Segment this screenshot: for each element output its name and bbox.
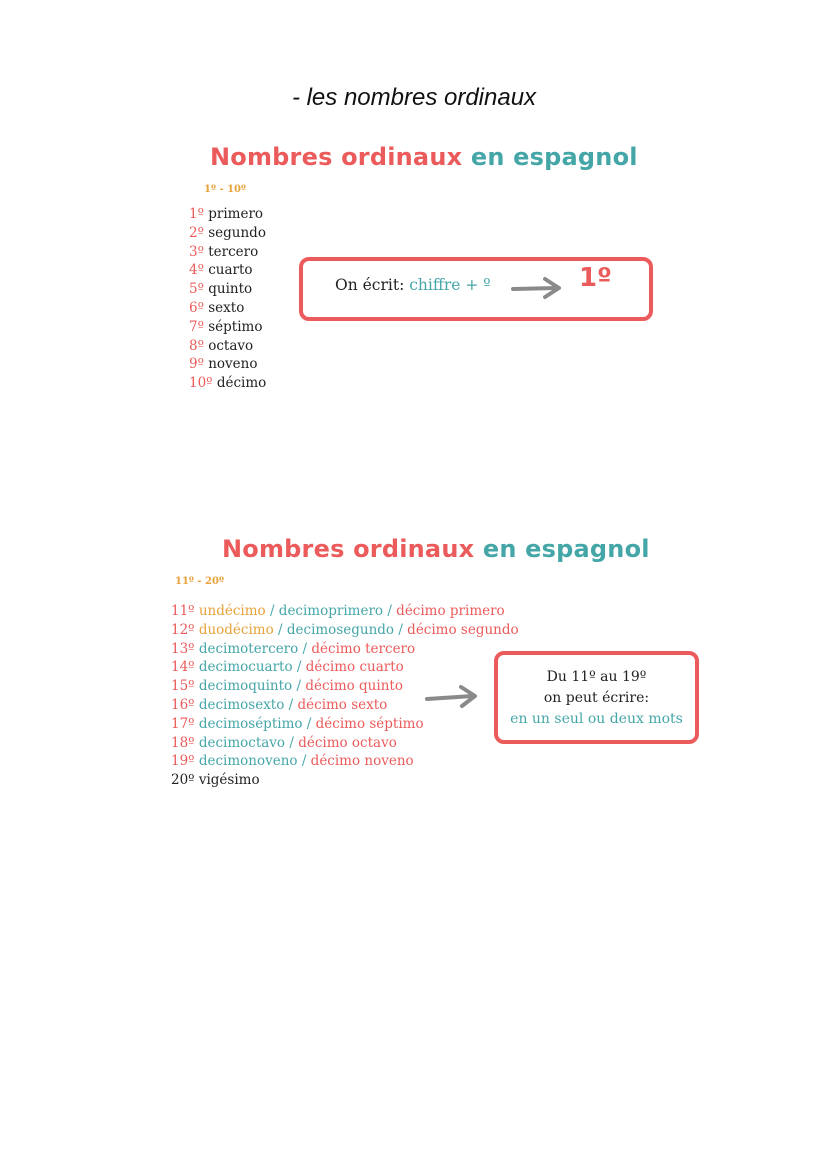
- ordinal-form-one-word: decimosegundo: [286, 621, 395, 638]
- section1-list: [189, 205, 266, 393]
- ordinal-form-one-word: decimocuarto: [198, 659, 293, 676]
- ordinal-form-one-word: decimosexto: [198, 696, 285, 713]
- ordinal-number: 3º: [189, 243, 204, 260]
- list-item: [189, 374, 266, 393]
- ordinal-word: cuarto: [208, 262, 253, 279]
- list-item: [171, 621, 519, 640]
- list-item: [171, 734, 519, 753]
- list-item: [171, 752, 519, 771]
- ordinal-form-two-words: décimo octavo: [298, 734, 397, 751]
- ordinal-form-one-word: decimoctavo: [198, 734, 286, 751]
- ordinal-number: 14º: [171, 659, 195, 676]
- ordinal-form-two-words: décimo sexto: [297, 696, 388, 713]
- separator: /: [273, 621, 287, 638]
- ordinal-form-two-words: décimo quinto: [305, 678, 403, 695]
- separator: /: [292, 678, 306, 695]
- list-item: [189, 337, 266, 356]
- rule-example: 1º: [579, 263, 612, 293]
- section2-title: [222, 535, 650, 563]
- ordinal-number: 10º: [189, 375, 213, 392]
- ordinal-number: 13º: [171, 640, 195, 657]
- separator: /: [265, 603, 279, 619]
- ordinal-word: tercero: [208, 243, 259, 260]
- ordinal-number: 1º: [189, 206, 204, 222]
- section2-title-part1: Nombres ordinaux: [222, 535, 475, 563]
- list-item: [171, 771, 519, 790]
- rule-text: [335, 276, 491, 294]
- list-item: [171, 715, 519, 734]
- list-item: [189, 280, 266, 299]
- list-item: [171, 602, 519, 621]
- ordinal-form-one-word: decimoséptimo: [198, 715, 303, 732]
- list-item: [171, 640, 519, 659]
- ordinal-word: quinto: [208, 281, 253, 298]
- ordinal-number: 20º: [171, 772, 195, 789]
- page-heading: - les nombres ordinaux: [291, 84, 537, 111]
- separator: /: [297, 753, 311, 770]
- separator: /: [292, 659, 306, 676]
- separator: /: [302, 715, 316, 732]
- ordinal-form-two-words: décimo segundo: [407, 621, 519, 638]
- box2-line3-part2: ou deux mots: [587, 711, 683, 727]
- list-item: [189, 205, 266, 224]
- box2-line3-part1: en un seul: [510, 711, 584, 727]
- ordinal-word: octavo: [208, 337, 254, 354]
- section1-range: 1º - 10º: [204, 184, 246, 195]
- ordinal-word: noveno: [208, 356, 258, 373]
- ordinal-number: 18º: [171, 734, 195, 751]
- ordinal-number: 6º: [189, 299, 204, 316]
- rule-formula: chiffre + º: [409, 276, 491, 294]
- list-item: [189, 261, 266, 280]
- ordinal-form-one-word: decimonoveno: [198, 753, 298, 770]
- section1-title: [210, 143, 638, 171]
- ordinal-form-one-word: decimoquinto: [198, 678, 293, 695]
- ordinal-form-short: undécimo: [198, 603, 266, 619]
- list-item: [171, 658, 519, 677]
- ordinal-number: 9º: [189, 356, 204, 373]
- list-item: [189, 243, 266, 262]
- box2-line3: [498, 709, 695, 730]
- section1-title-part1: Nombres ordinaux: [210, 143, 463, 171]
- ordinal-word: décimo: [216, 375, 267, 392]
- box2-line2: on peut écrire:: [543, 690, 650, 706]
- ordinal-form-one-word: decimoprimero: [278, 603, 384, 619]
- separator: /: [394, 621, 408, 638]
- ordinal-form-one-word: decimotercero: [198, 640, 299, 657]
- arrow-right-icon: [511, 276, 565, 300]
- arrow-right-icon: [425, 684, 481, 710]
- ordinal-word: sexto: [208, 299, 245, 316]
- ordinal-number: 5º: [189, 281, 204, 298]
- rule-label: On écrit:: [335, 276, 405, 294]
- section2-range: 11º - 20º: [175, 576, 224, 587]
- ordinal-number: 2º: [189, 224, 204, 241]
- ordinal-word: vigésimo: [198, 772, 260, 789]
- ordinal-word: séptimo: [208, 318, 263, 335]
- ordinal-word: primero: [208, 206, 264, 222]
- ordinal-word: segundo: [208, 224, 266, 241]
- ordinal-form-two-words: décimo noveno: [310, 753, 414, 770]
- section2-title-part2: en espagnol: [482, 535, 650, 563]
- section2-rule-box: [494, 651, 699, 744]
- box2-line1: Du 11º au 19º: [546, 669, 647, 685]
- list-item: [189, 299, 266, 318]
- list-item: [189, 318, 266, 337]
- separator: /: [285, 734, 299, 751]
- ordinal-number: 8º: [189, 337, 204, 354]
- ordinal-number: 12º: [171, 621, 195, 638]
- section1-title-part2: en espagnol: [470, 143, 638, 171]
- ordinal-number: 4º: [189, 262, 204, 279]
- ordinal-form-two-words: décimo cuarto: [305, 659, 404, 676]
- ordinal-number: 15º: [171, 678, 195, 695]
- list-item: [189, 355, 266, 374]
- ordinal-number: 11º: [171, 603, 195, 619]
- list-item: [189, 224, 266, 243]
- separator: /: [383, 603, 397, 619]
- separator: /: [284, 696, 298, 713]
- ordinal-form-two-words: décimo séptimo: [315, 715, 424, 732]
- ordinal-form-two-words: décimo tercero: [311, 640, 416, 657]
- ordinal-number: 7º: [189, 318, 204, 335]
- ordinal-form-two-words: décimo primero: [396, 603, 505, 619]
- ordinal-number: 16º: [171, 696, 195, 713]
- separator: /: [298, 640, 312, 657]
- ordinal-number: 19º: [171, 753, 195, 770]
- ordinal-form-short: duodécimo: [198, 621, 274, 638]
- ordinal-number: 17º: [171, 715, 195, 732]
- section1-rule-box: [299, 257, 653, 321]
